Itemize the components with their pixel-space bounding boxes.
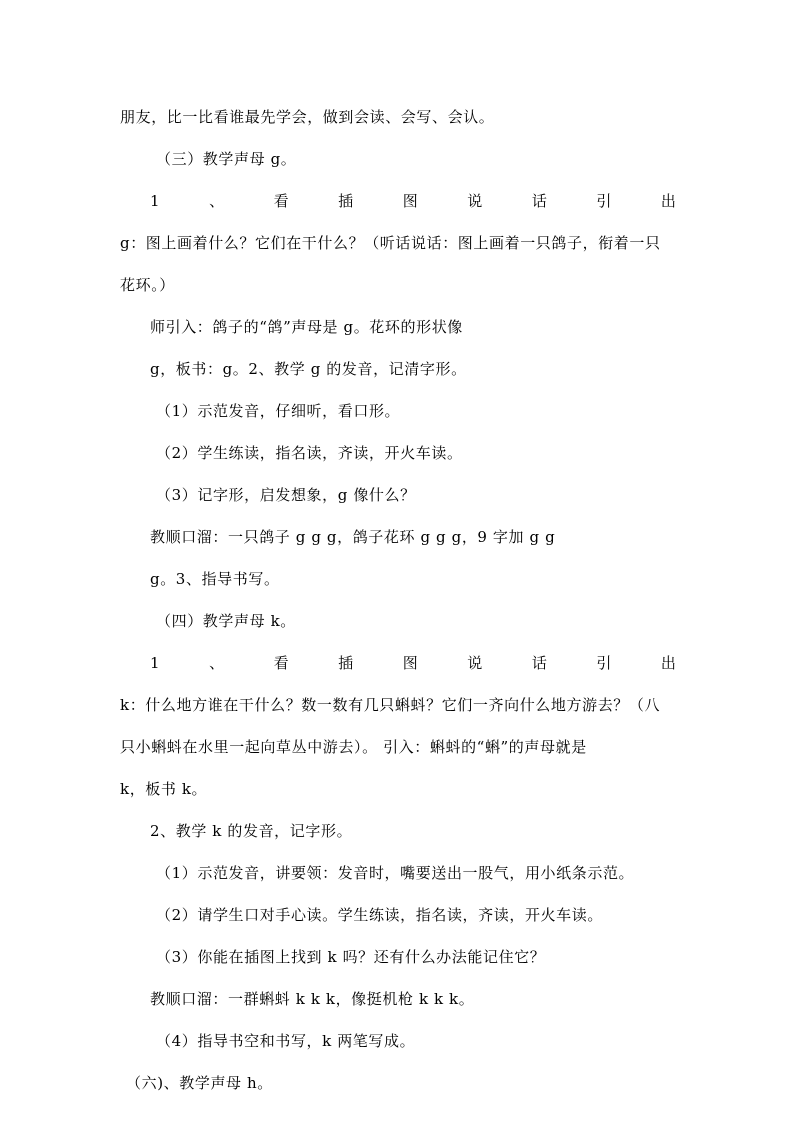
paragraph-line: g。3、指导书写。 (150, 570, 280, 588)
paragraph-line: （2）学生练读，指名读，齐读，开火车读。 (156, 444, 463, 462)
paragraph-line: （3）你能在插图上找到 k 吗？还有什么办法能记住它？ (156, 948, 546, 966)
spread-line-k (150, 653, 676, 673)
spread-line-g (150, 191, 676, 211)
spread-char: 说 (467, 192, 483, 210)
spread-char: 1 (150, 192, 160, 210)
spread-char: 话 (531, 192, 547, 210)
paragraph-line: 教顺口溜：一只鸽子 g g g，鸽子花环 g g g，9 字加 g g (150, 528, 556, 546)
spread-char: 话 (531, 654, 547, 672)
paragraph-line: 朋友，比一比看谁最先学会，做到会读、会写、会认。 (120, 108, 495, 126)
paragraph-line: g，板书：g。2、教学 g 的发音，记清字形。 (150, 360, 467, 378)
paragraph-line: k：什么地方谁在干什么？数一数有几只蝌蚪？它们一齐向什么地方游去？（八 (120, 696, 661, 714)
spread-char: 出 (660, 654, 676, 672)
spread-char: 看 (273, 192, 289, 210)
paragraph-line: k，板书 k。 (120, 780, 208, 798)
paragraph-line: （1）示范发音，讲要领：发音时，嘴要送出一股气，用小纸条示范。 (156, 864, 635, 882)
section-heading-g: （三）教学声母 g。 (156, 150, 297, 168)
spread-char: 图 (402, 654, 418, 672)
spread-char: 插 (338, 192, 354, 210)
section-heading-h: （六)、教学声母 h。 (126, 1074, 273, 1092)
paragraph-line: （2）请学生口对手心读。学生练读，指名读，齐读，开火车读。 (156, 906, 603, 924)
spread-char: 引 (596, 654, 612, 672)
paragraph-line: g：图上画着什么？它们在干什么？（听话说话：图上画着一只鸽子，衔着一只 (120, 234, 661, 252)
spread-char: 出 (660, 192, 676, 210)
paragraph-line: 教顺口溜：一群蝌蚪 k k k，像挺机枪 k k k。 (150, 990, 475, 1008)
spread-char: 图 (402, 192, 418, 210)
paragraph-line: （3）记字形，启发想象，g 像什么？ (156, 486, 416, 504)
paragraph-line: 花环。） (120, 276, 175, 294)
section-heading-k: （四）教学声母 k。 (156, 612, 296, 630)
paragraph-line: 2、教学 k 的发音，记字形。 (150, 822, 353, 840)
spread-char: 、 (209, 654, 225, 672)
spread-char: 引 (596, 192, 612, 210)
spread-char: 1 (150, 654, 160, 672)
spread-char: 看 (273, 654, 289, 672)
spread-char: 、 (209, 192, 225, 210)
paragraph-line: 只小蝌蚪在水里一起向草丛中游去）。 引入：蝌蚪的“蝌”的声母就是 (120, 738, 587, 756)
paragraph-line: 师引入：鸽子的“鸽”声母是 g。花环的形状像 (150, 318, 463, 336)
paragraph-line: （4）指导书空和书写，k 两笔写成。 (156, 1032, 416, 1050)
spread-char: 插 (338, 654, 354, 672)
paragraph-line: （1）示范发音，仔细听，看口形。 (156, 402, 401, 420)
spread-char: 说 (467, 654, 483, 672)
